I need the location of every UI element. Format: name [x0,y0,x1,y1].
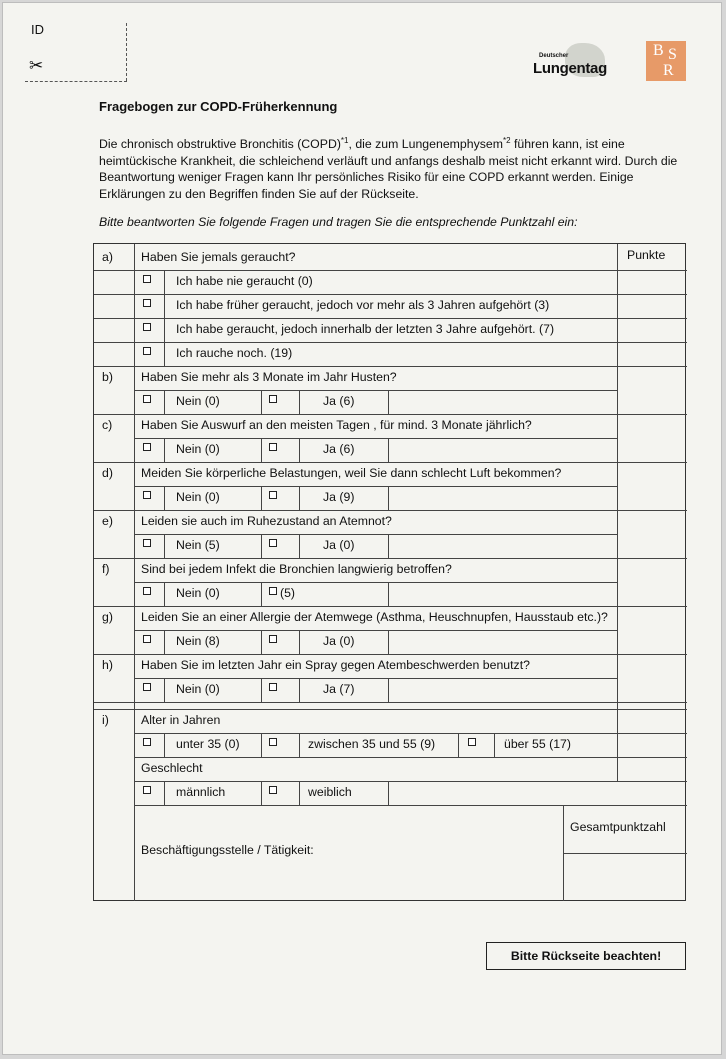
answer-yes-checkbox[interactable] [269,539,277,547]
q-a-option-label: Ich habe früher geraucht, jedoch vor mehr als 3 Jahren aufgehört (3) [176,298,550,312]
answer-yes-checkbox[interactable] [269,683,277,691]
question-letter: g) [102,610,113,624]
points-field[interactable] [618,343,687,366]
q-a-option-label: Ich rauche noch. (19) [176,346,293,360]
question-text: Haben Sie mehr als 3 Monate im Jahr Husten? [141,370,397,384]
age-35-55-checkbox[interactable] [269,738,277,746]
points-field[interactable] [618,631,687,654]
question-text: Haben Sie Auswurf an den meisten Tagen , für mind. 3 Monate jährlich? [141,418,532,432]
question-letter-a: a) [102,250,113,264]
question-text: Sind bei jedem Infekt die Bronchien langwierig betroffen? [141,562,452,576]
question-text: Leiden sie auch im Ruhezustand an Atemnot? [141,514,392,528]
bsr-letter-s: S [668,46,677,63]
age-over-55-label: über 55 (17) [504,737,571,751]
lungentag-logo [529,43,621,83]
question-letter-i: i) [102,713,109,727]
answer-yes-label: Ja (0) [323,538,355,552]
letter-column-divider-lower [134,725,135,901]
question-letter: c) [102,418,113,432]
q-a-option-checkbox[interactable] [143,275,151,283]
bsr-logo [646,41,686,81]
answer-no-checkbox[interactable] [143,539,151,547]
question-text: Leiden Sie an einer Allergie der Atemwege (Asthma, Heuschnupfen, Hausstaub etc.)? [141,610,608,624]
answer-yes-label: Ja (6) [323,442,355,456]
question-letter: h) [102,658,113,672]
points-field[interactable] [618,439,687,462]
bsr-letter-r: R [663,62,674,79]
answer-yes-label: (5) [280,586,296,600]
logo-text-main: Lungentag [533,60,607,77]
points-field[interactable] [618,391,687,414]
gender-female-checkbox[interactable] [269,786,277,794]
points-header: Punkte [627,248,666,262]
answer-yes-checkbox[interactable] [269,635,277,643]
points-field[interactable] [618,583,687,606]
age-under-35-checkbox[interactable] [143,738,151,746]
answer-yes-label: Ja (0) [323,634,355,648]
q-a-option-checkbox[interactable] [143,299,151,307]
footer-notice: Bitte Rückseite beachten! [486,942,686,970]
answer-no-checkbox[interactable] [143,443,151,451]
answer-no-checkbox[interactable] [143,587,151,595]
answer-no-label: Nein (0) [176,394,220,408]
question-a-text: Haben Sie jemals geraucht? [141,250,296,264]
answer-yes-label: Ja (6) [323,394,355,408]
answer-no-checkbox[interactable] [143,395,151,403]
answer-no-label: Nein (0) [176,442,220,456]
question-letter: d) [102,466,113,480]
age-label: Alter in Jahren [141,713,221,727]
answer-yes-checkbox[interactable] [269,587,277,595]
answer-no-checkbox[interactable] [143,683,151,691]
gender-male-label: männlich [176,785,226,799]
answer-no-checkbox[interactable] [143,635,151,643]
cut-line-vertical [126,23,127,81]
q-a-option-label: Ich habe geraucht, jedoch innerhalb der letzten 3 Jahre aufgehört. (7) [176,322,555,336]
bsr-letter-b: B [653,42,664,59]
answer-yes-checkbox[interactable] [269,443,277,451]
answer-no-label: Nein (0) [176,682,220,696]
age-over-55-checkbox[interactable] [468,738,476,746]
points-field[interactable] [618,295,687,318]
q-a-option-checkbox[interactable] [143,323,151,331]
gender-label: Geschlecht [141,761,203,775]
q-a-option-checkbox[interactable] [143,347,151,355]
points-field[interactable] [618,679,687,702]
answer-yes-checkbox[interactable] [269,491,277,499]
footnote-ref-1: *1 [340,136,349,145]
page-title: Fragebogen zur COPD-Früherkennung [99,99,338,114]
answer-yes-label: Ja (7) [323,682,355,696]
scissors-icon: ✂ [29,56,44,75]
intro-part-2: , die zum Lungenemphysem [348,137,503,152]
logo-text-small: Deutscher [539,53,569,59]
question-letter: b) [102,370,113,384]
questionnaire-page [2,2,722,1055]
question-letter: f) [102,562,110,576]
cut-line-horizontal [25,81,127,82]
answer-no-label: Nein (0) [176,586,220,600]
answer-yes-checkbox[interactable] [269,395,277,403]
points-field[interactable] [618,535,687,558]
questionnaire-table [93,243,686,901]
age-under-35-label: unter 35 (0) [176,737,240,751]
footnote-ref-2: *2 [502,136,511,145]
question-text: Meiden Sie körperliche Belastungen, weil Sie dann schlecht Luft bekommen? [141,466,562,480]
intro-part-3: führen kann, ist eine heimtückische Krankheit, die schleichend verläuft und anfangs deshalb meist nicht erkannt wird. Durch die Beantwortung weniger Fragen kann Ihr persönliches Risiko für eine COPD erkannt werden. Einige Erklärungen zu den Begriffen finden Sie auf der Rückseite. [99,137,678,201]
total-points-field[interactable] [564,854,686,900]
points-field[interactable] [618,319,687,342]
answer-no-label: Nein (8) [176,634,220,648]
total-points-label: Gesamtpunktzahl [570,820,666,834]
gender-male-checkbox[interactable] [143,786,151,794]
points-field[interactable] [618,271,687,294]
question-letter: e) [102,514,113,528]
points-field[interactable] [618,487,687,510]
q-a-option-label: Ich habe nie geraucht (0) [176,274,313,288]
answer-no-label: Nein (5) [176,538,220,552]
answer-no-checkbox[interactable] [143,491,151,499]
intro-text [99,133,679,202]
gender-female-label: weiblich [308,785,352,799]
question-text: Haben Sie im letzten Jahr ein Spray gegen Atembeschwerden benutzt? [141,658,530,672]
intro-part-1: Die chronisch obstruktive Bronchitis (COPD) [99,137,341,152]
id-label: ID [31,22,44,37]
instruction-text: Bitte beantworten Sie folgende Fragen und tragen Sie die entsprechende Punktzahl ein: [99,215,578,229]
occupation-label: Beschäftigungsstelle / Tätigkeit: [141,843,314,857]
answer-yes-label: Ja (9) [323,490,355,504]
letter-column-divider [134,244,135,725]
answer-no-label: Nein (0) [176,490,220,504]
age-35-55-label: zwischen 35 und 55 (9) [308,737,436,751]
